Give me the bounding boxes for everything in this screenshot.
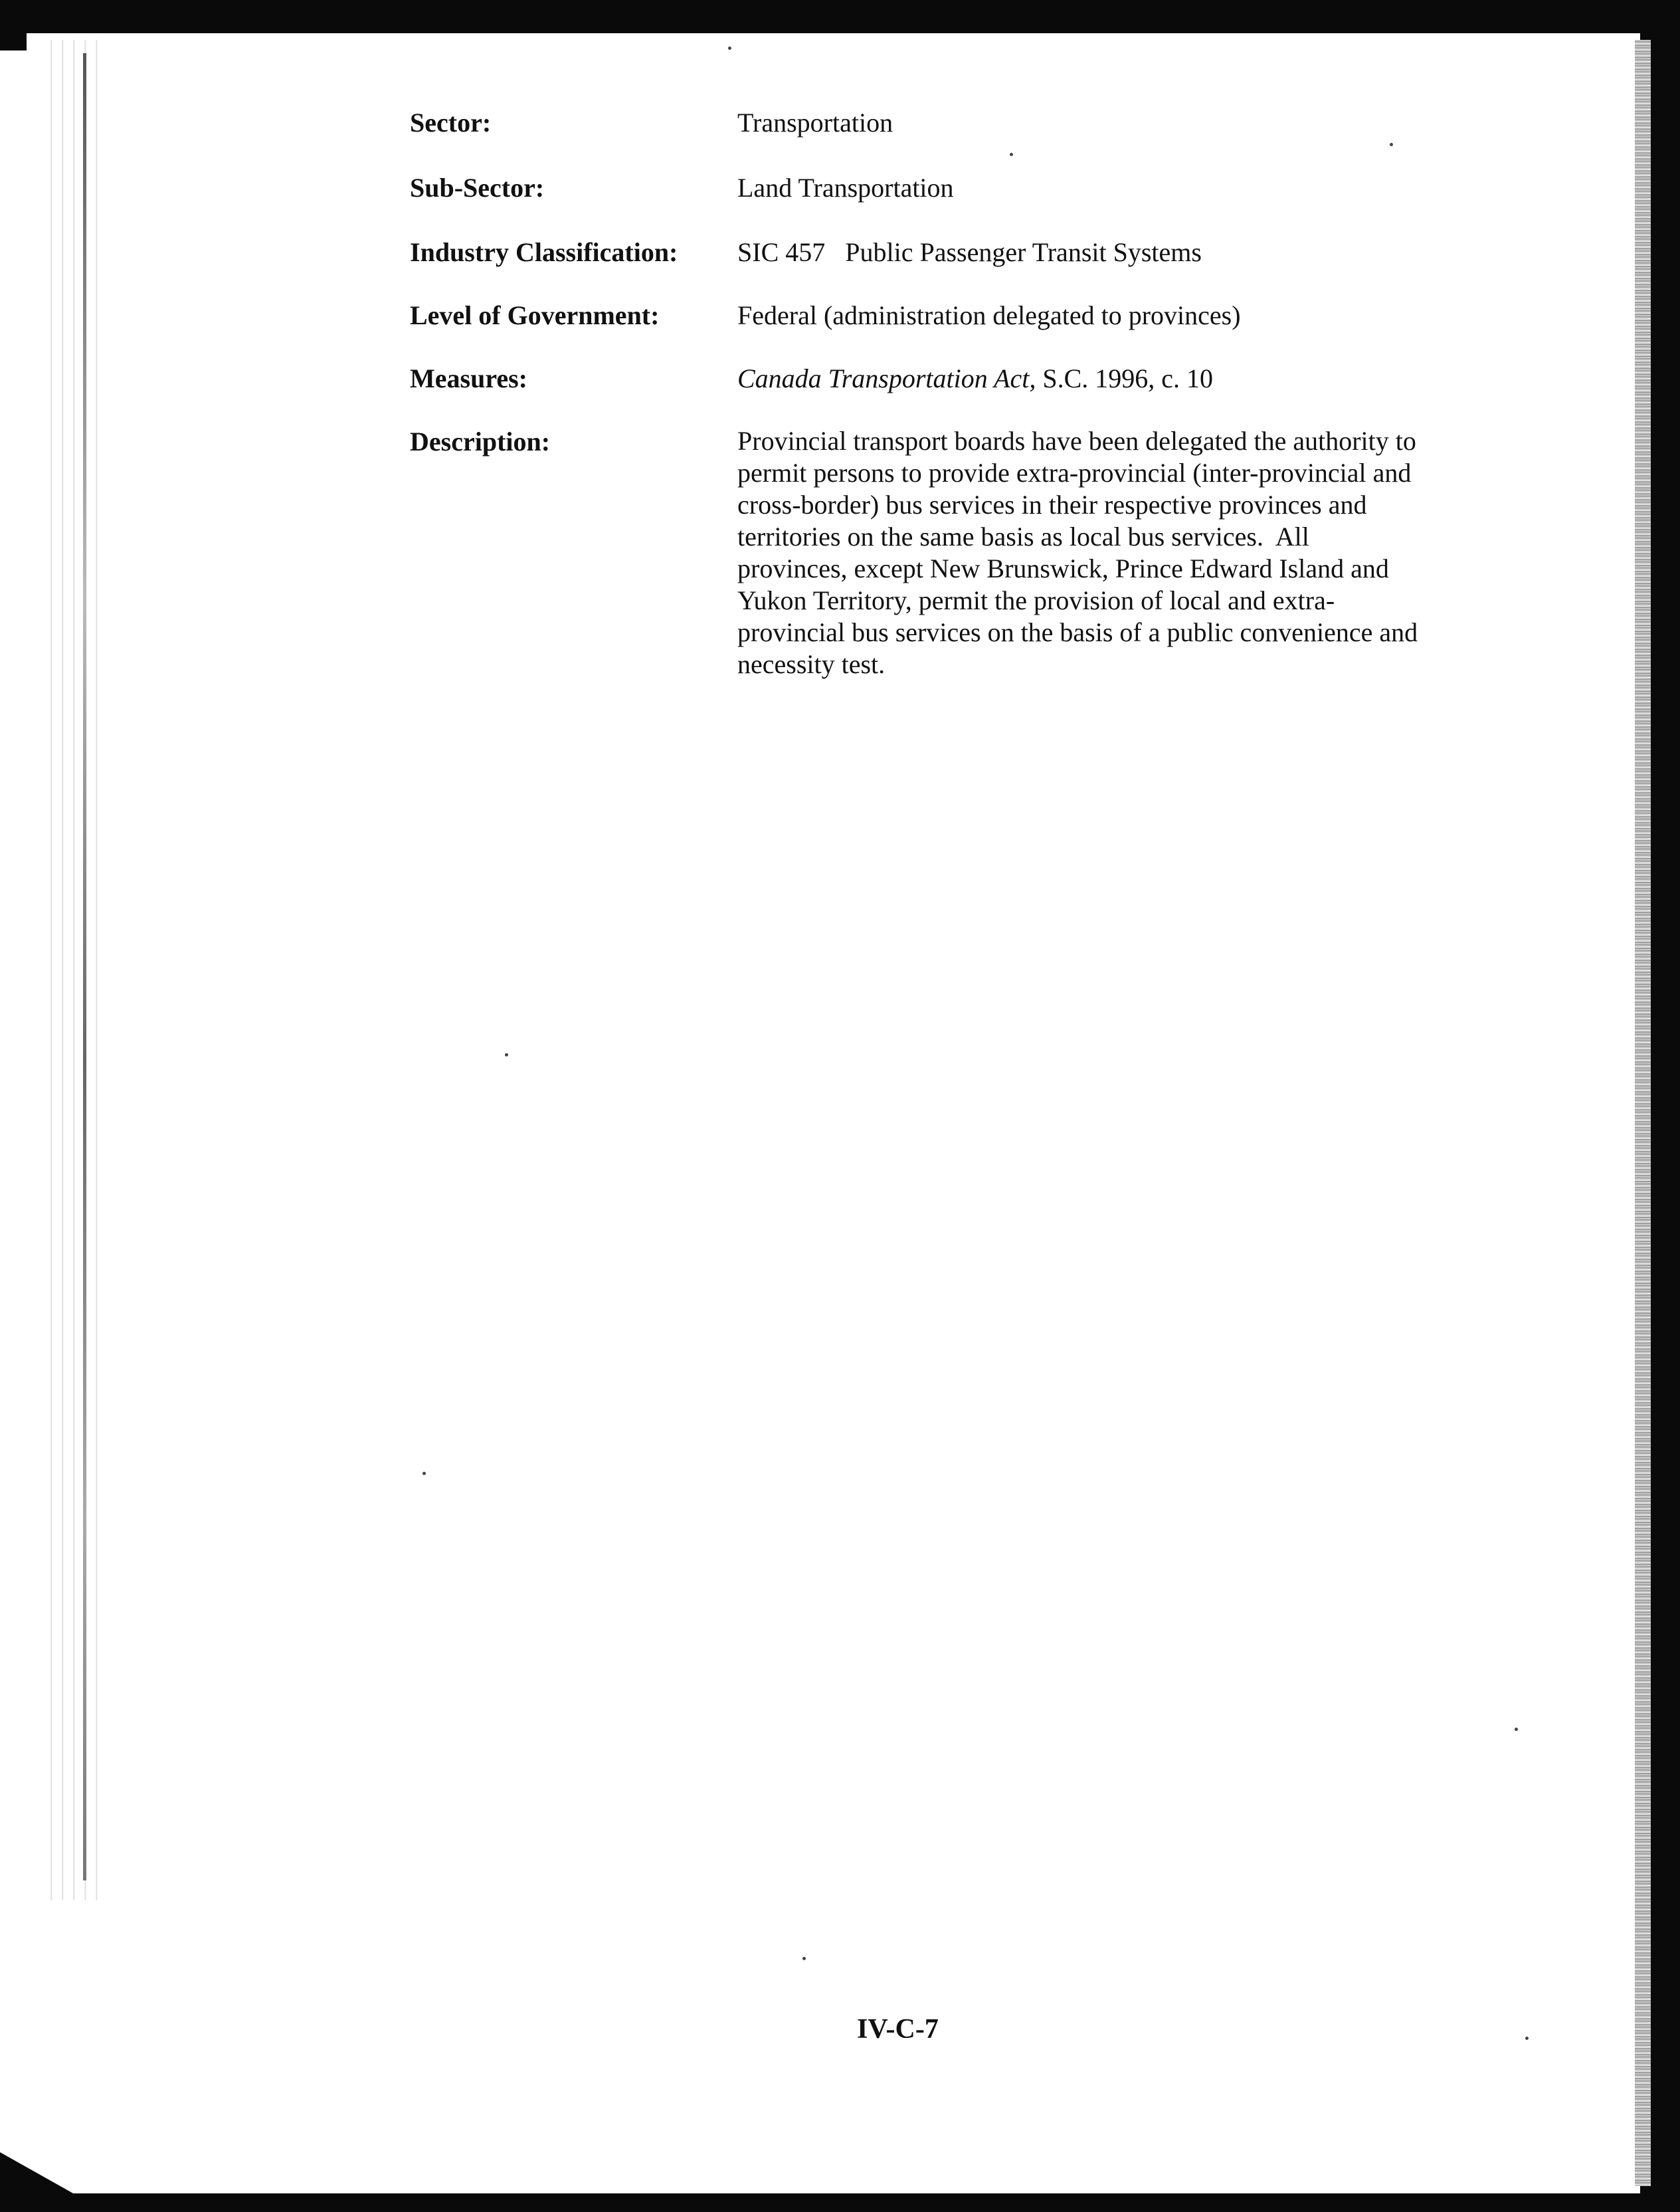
description-line: cross-border) bus services in their respective provinces and	[737, 490, 1367, 520]
description-line: necessity test.	[737, 649, 886, 679]
measures-citation: S.C. 1996, c. 10	[1036, 363, 1214, 393]
description-line: territories on the same basis as local bus services. All	[737, 522, 1309, 552]
scan-border-corner	[0, 33, 27, 50]
scan-speck	[505, 1053, 508, 1056]
sub-sector-label: Sub-Sector:	[410, 173, 545, 203]
measures-label: Measures:	[410, 363, 527, 393]
description-label: Description:	[410, 427, 551, 456]
description-line: permit persons to provide extra-provincial (inter-provincial and	[737, 458, 1412, 488]
scan-speck	[1010, 153, 1013, 156]
sector-value: Transportation	[737, 108, 893, 138]
description-line: provincial bus services on the basis of a public convenience and	[737, 617, 1418, 647]
scan-speck	[422, 1472, 426, 1475]
measures-value	[737, 362, 1213, 395]
level-of-government-label: Level of Government:	[410, 300, 660, 330]
industry-classification-label: Industry Classification:	[410, 237, 678, 267]
measures-act-title: Canada Transportation Act,	[737, 363, 1036, 393]
scan-speck	[728, 47, 731, 50]
scan-speck	[1525, 2037, 1529, 2040]
description-line: Yukon Territory, permit the provision of local and extra-	[737, 585, 1335, 615]
level-of-government-value: Federal (administration delegated to provinces)	[737, 300, 1241, 330]
scan-border-top	[0, 0, 1680, 33]
description-line: provinces, except New Brunswick, Prince Edward Island and	[737, 553, 1389, 583]
sector-label: Sector:	[410, 108, 492, 138]
scan-left-noise	[47, 40, 100, 1900]
scan-speck	[802, 1957, 806, 1960]
scan-speck	[1515, 1728, 1518, 1731]
scan-corner-shadow	[0, 2152, 106, 2212]
scan-left-fold	[83, 53, 86, 1880]
description-line: Provincial transport boards have been delegated the authority to	[737, 426, 1416, 456]
scan-binding-edge	[1635, 40, 1651, 2186]
scan-border-bottom	[0, 2193, 1680, 2212]
description-text	[737, 425, 1491, 680]
sub-sector-value: Land Transportation	[737, 173, 954, 203]
industry-classification-value: SIC 457 Public Passenger Transit Systems	[737, 237, 1202, 267]
scan-speck	[1390, 143, 1393, 146]
page-number: IV-C-7	[857, 2014, 939, 2045]
